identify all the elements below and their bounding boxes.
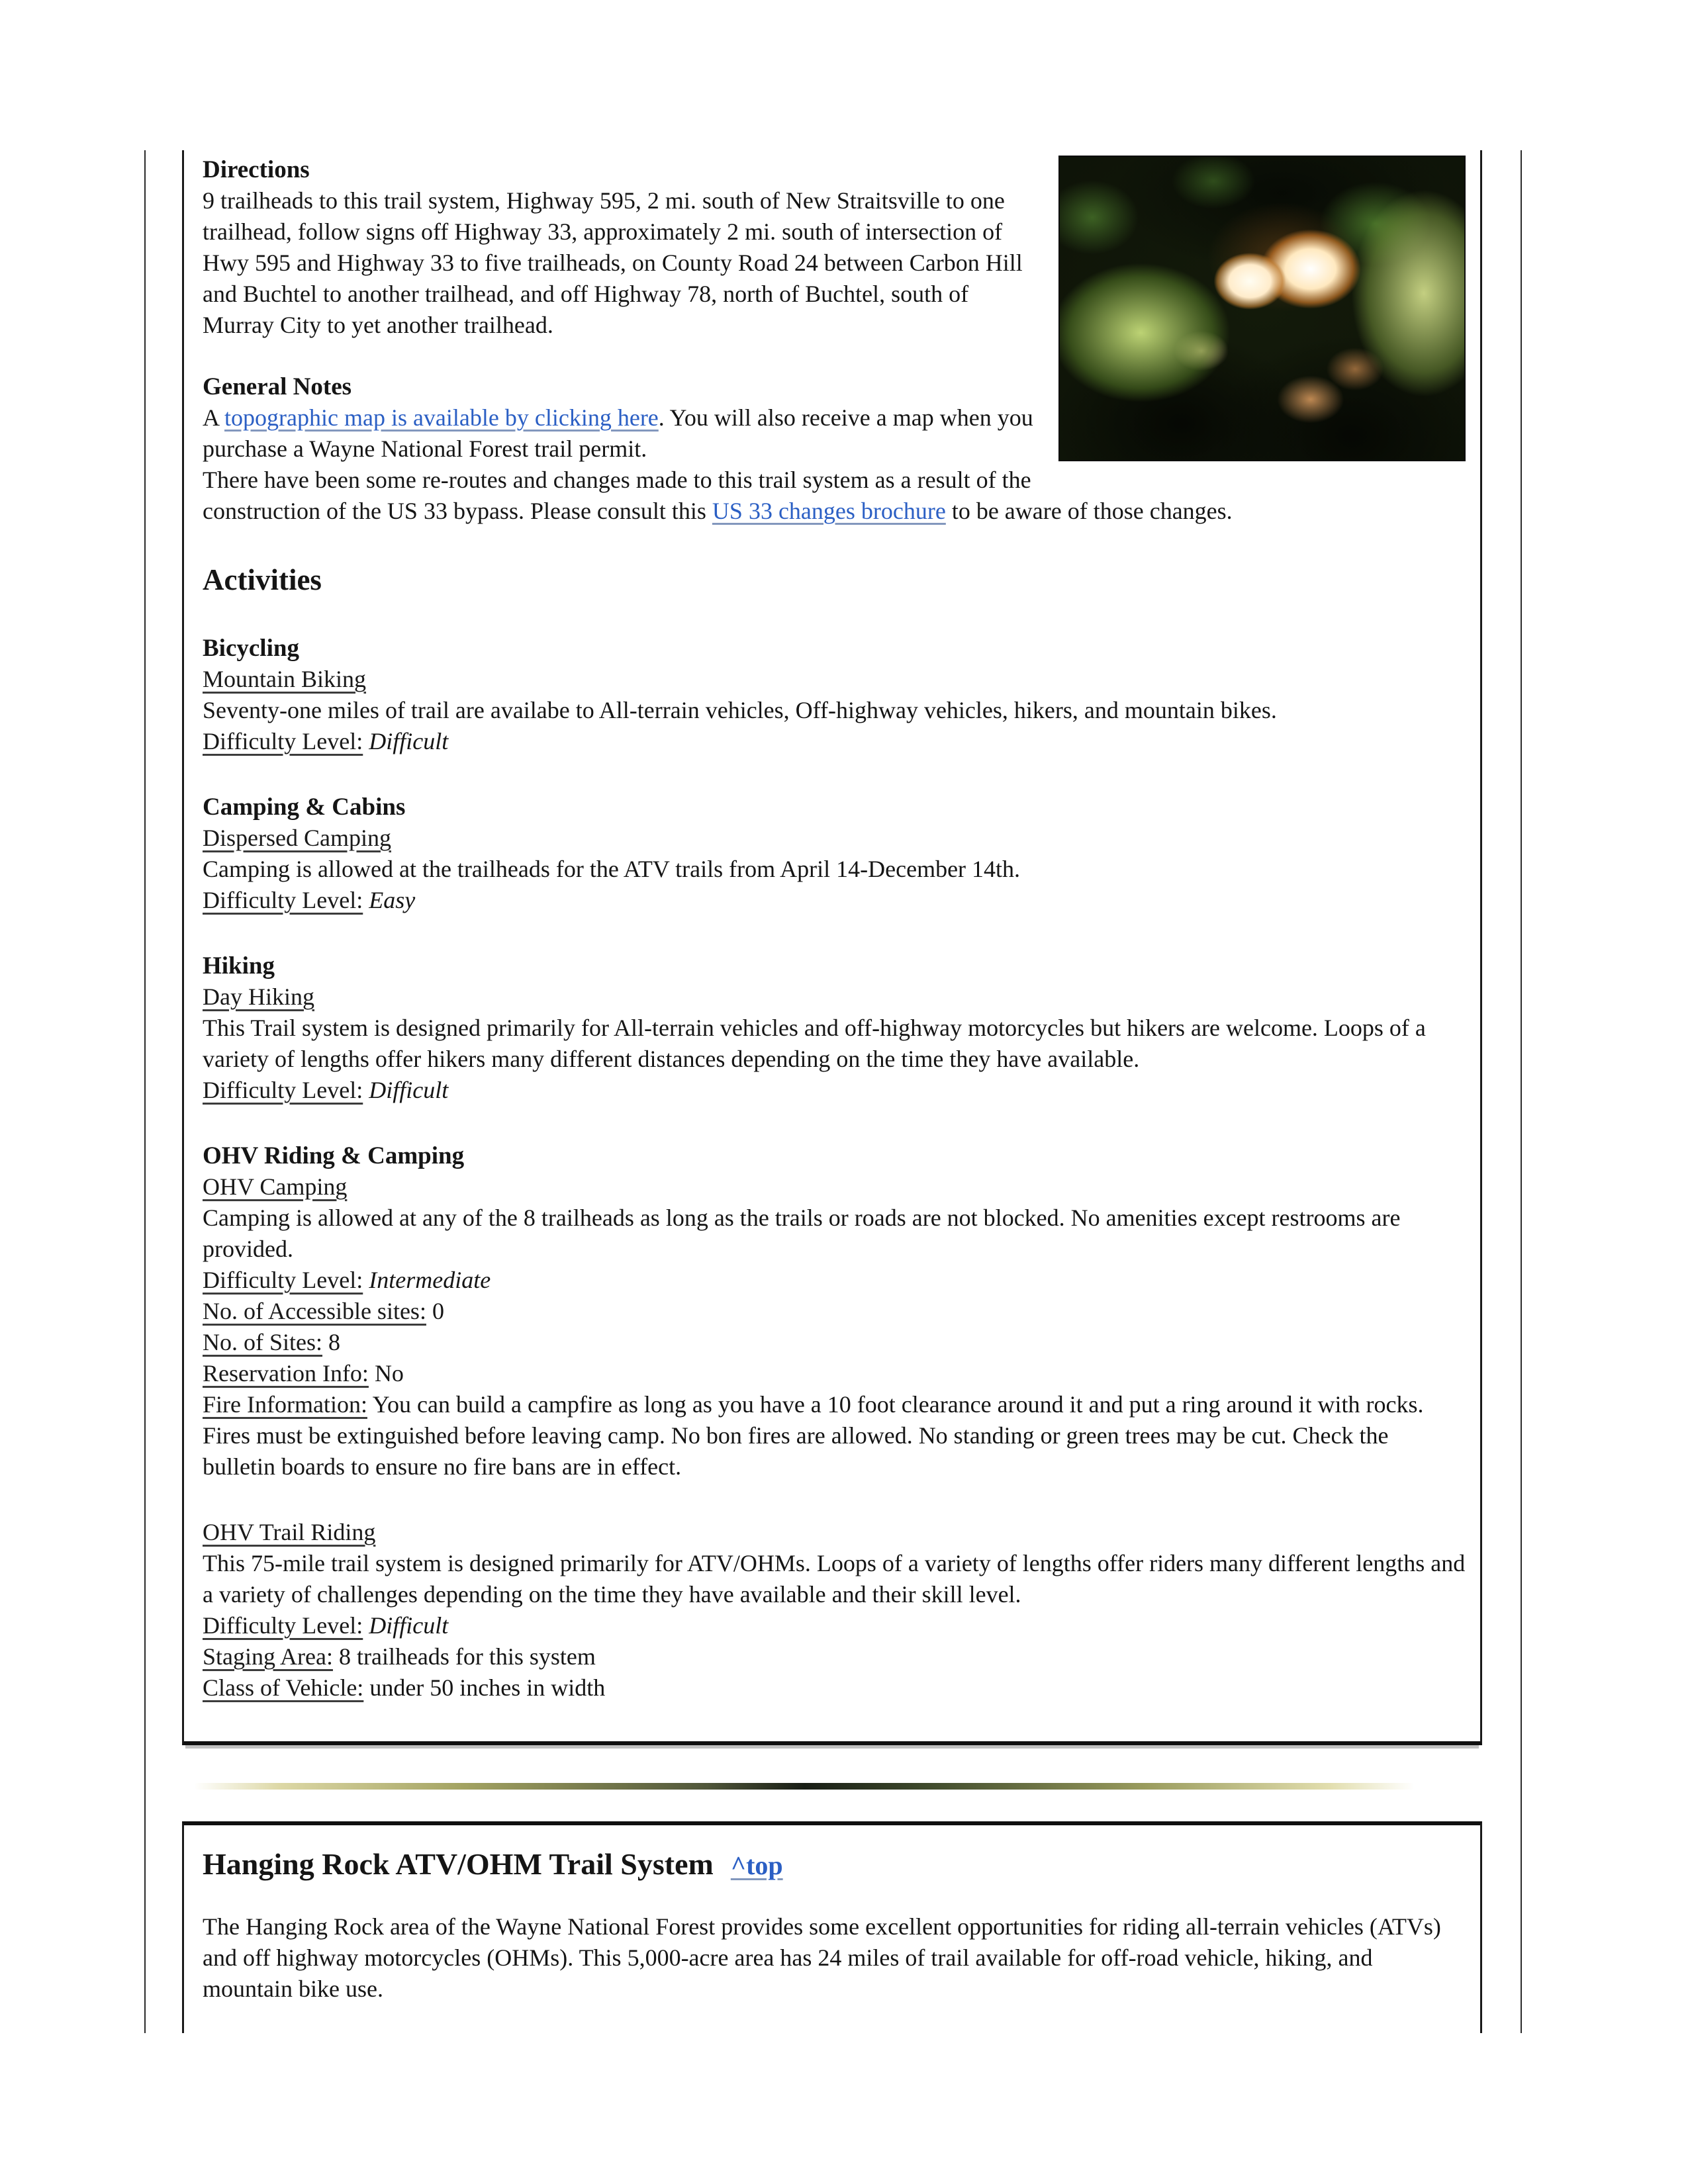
staging-area-value: 8 trailheads for this system: [338, 1643, 596, 1670]
number-of-sites-field: [203, 1327, 1466, 1358]
day-hiking-link[interactable]: Day Hiking: [203, 983, 314, 1010]
difficulty-level-label: Difficulty Level:: [203, 887, 363, 913]
difficulty-field: [203, 1265, 1466, 1296]
reservation-info-field: [203, 1358, 1466, 1389]
general-notes-heading: General Notes: [203, 373, 352, 400]
mountain-biking-link[interactable]: Mountain Biking: [203, 666, 367, 692]
hanging-rock-description: The Hanging Rock area of the Wayne National Forest provides some excellent opportunities for riding all-terrain vehicles (ATVs) and off highway motorcycles (OHMs). This 5,000-acre area has 24 miles of trail available for off-road vehicle, hiking, and mountain bike use.: [203, 1913, 1441, 2002]
staging-area-label: Staging Area:: [203, 1643, 333, 1670]
activity-category: Camping & Cabins: [203, 794, 406, 821]
difficulty-value: Intermediate: [369, 1267, 491, 1293]
class-of-vehicle-value: under 50 inches in width: [369, 1674, 606, 1701]
activity-hiking: [203, 950, 1466, 1106]
directions-text: 9 trailheads to this trail system, Highway 595, 2 mi. south of New Straitsville to one trailhead, follow signs off Highway 33, approximately 2 mi. south of intersection of Hwy 595 and Highway 33 to five trailheads, on County Road 24 between Carbon Hill and Buchtel to another trailhead, and off Highway 78, north of Buchtel, south of Murray City to yet another trailhead.: [203, 187, 1023, 338]
activity-category: Bicycling: [203, 635, 299, 662]
activity-description: This Trail system is designed primarily for All-terrain vehicles and off-highway motorcycles but hikers are welcome. Loops of a variety of lengths offer hikers many different distances depending on the time they have available.: [203, 1015, 1426, 1072]
activity-description: Camping is allowed at any of the 8 trailheads as long as the trails or roads are not blocked. No amenities except restrooms are provided.: [203, 1205, 1401, 1262]
section-divider-rule: [194, 1783, 1415, 1790]
difficulty-level-label: Difficulty Level:: [203, 1612, 363, 1639]
fire-information-label: Fire Information:: [203, 1391, 367, 1418]
fire-information-value: You can build a campfire as long as you have a 10 foot clearance around it and put a ring around it with rocks. Fires must be extinguished before leaving camp. No bon fires are allowed. No standing or green trees may be cut. Check the bulletin boards to ensure no fire bans are in effect.: [203, 1391, 1424, 1480]
directions-heading: Directions: [203, 156, 310, 183]
number-of-sites-label: No. of Sites:: [203, 1329, 323, 1355]
activity-camping-cabins: [203, 792, 1466, 916]
difficulty-field: [203, 726, 1466, 757]
activity-description: Camping is allowed at the trailheads for the ATV trails from April 14-December 14th.: [203, 856, 1021, 882]
accessible-sites-label: No. of Accessible sites:: [203, 1298, 426, 1324]
outer-left-rule: [144, 150, 146, 2033]
difficulty-value: Easy: [369, 887, 416, 913]
activity-description: Seventy-one miles of trail are availabe to All-terrain vehicles, Off-highway vehicles, hikers, and mountain bikes.: [203, 697, 1277, 723]
general-notes-p2-suffix: to be aware of those changes.: [945, 498, 1233, 524]
hanging-rock-title: Hanging Rock ATV/OHM Trail System: [203, 1847, 714, 1881]
activity-category: Hiking: [203, 952, 275, 979]
accessible-sites-value: 0: [432, 1298, 444, 1324]
reservation-info-label: Reservation Info:: [203, 1360, 369, 1387]
accessible-sites-field: [203, 1296, 1466, 1327]
us33-changes-brochure-link[interactable]: US 33 changes brochure: [712, 498, 946, 524]
topographic-map-link[interactable]: topographic map is available by clicking here: [224, 404, 659, 431]
class-of-vehicle-field: [203, 1672, 1466, 1704]
activity-bicycling: [203, 633, 1466, 757]
difficulty-field: [203, 1075, 1466, 1106]
general-notes-p1-suffix: . You will also receive a map when you purchase a Wayne National Forest trail permit.: [203, 404, 1033, 462]
difficulty-field: [203, 885, 1466, 916]
activity-ohv-riding-camping: [203, 1140, 1466, 1482]
general-notes-p2-prefix: There have been some re-routes and changes made to this trail system as a result of the construction of the US 33 bypass. Please consult this: [203, 467, 1031, 524]
general-notes-p1-prefix: A: [203, 404, 225, 431]
difficulty-level-label: Difficulty Level:: [203, 728, 363, 754]
hanging-rock-box: [182, 1821, 1482, 2033]
staging-area-field: [203, 1641, 1466, 1672]
difficulty-field: [203, 1610, 1466, 1641]
fire-information-field: [203, 1389, 1466, 1482]
difficulty-value: Difficult: [369, 1077, 449, 1103]
difficulty-level-label: Difficulty Level:: [203, 1077, 363, 1103]
trail-details-box: [182, 150, 1482, 1745]
number-of-sites-value: 8: [328, 1329, 341, 1355]
difficulty-value: Difficult: [369, 728, 449, 754]
back-to-top-link[interactable]: ^top: [730, 1850, 783, 1880]
outer-right-rule: [1521, 150, 1522, 2033]
dispersed-camping-link[interactable]: Dispersed Camping: [203, 825, 391, 851]
reservation-info-value: No: [374, 1360, 404, 1387]
activities-heading: Activities: [203, 563, 322, 596]
activity-description: This 75-mile trail system is designed primarily for ATV/OHMs. Loops of a variety of lengths offer riders many different lengths and a variety of challenges depending on the time they have available and their skill level.: [203, 1550, 1466, 1608]
ohv-trail-riding-link[interactable]: OHV Trail Riding: [203, 1519, 376, 1545]
difficulty-level-label: Difficulty Level:: [203, 1267, 363, 1293]
general-notes-paragraph-2: [203, 465, 1466, 527]
activity-category: OHV Riding & Camping: [203, 1142, 465, 1169]
class-of-vehicle-label: Class of Vehicle:: [203, 1674, 364, 1701]
ohv-camping-link[interactable]: OHV Camping: [203, 1173, 348, 1200]
atv-forest-photo: [1058, 156, 1466, 461]
difficulty-value: Difficult: [369, 1612, 449, 1639]
hanging-rock-heading-row: [203, 1845, 1466, 1885]
activity-ohv-trail-riding: [203, 1517, 1466, 1704]
